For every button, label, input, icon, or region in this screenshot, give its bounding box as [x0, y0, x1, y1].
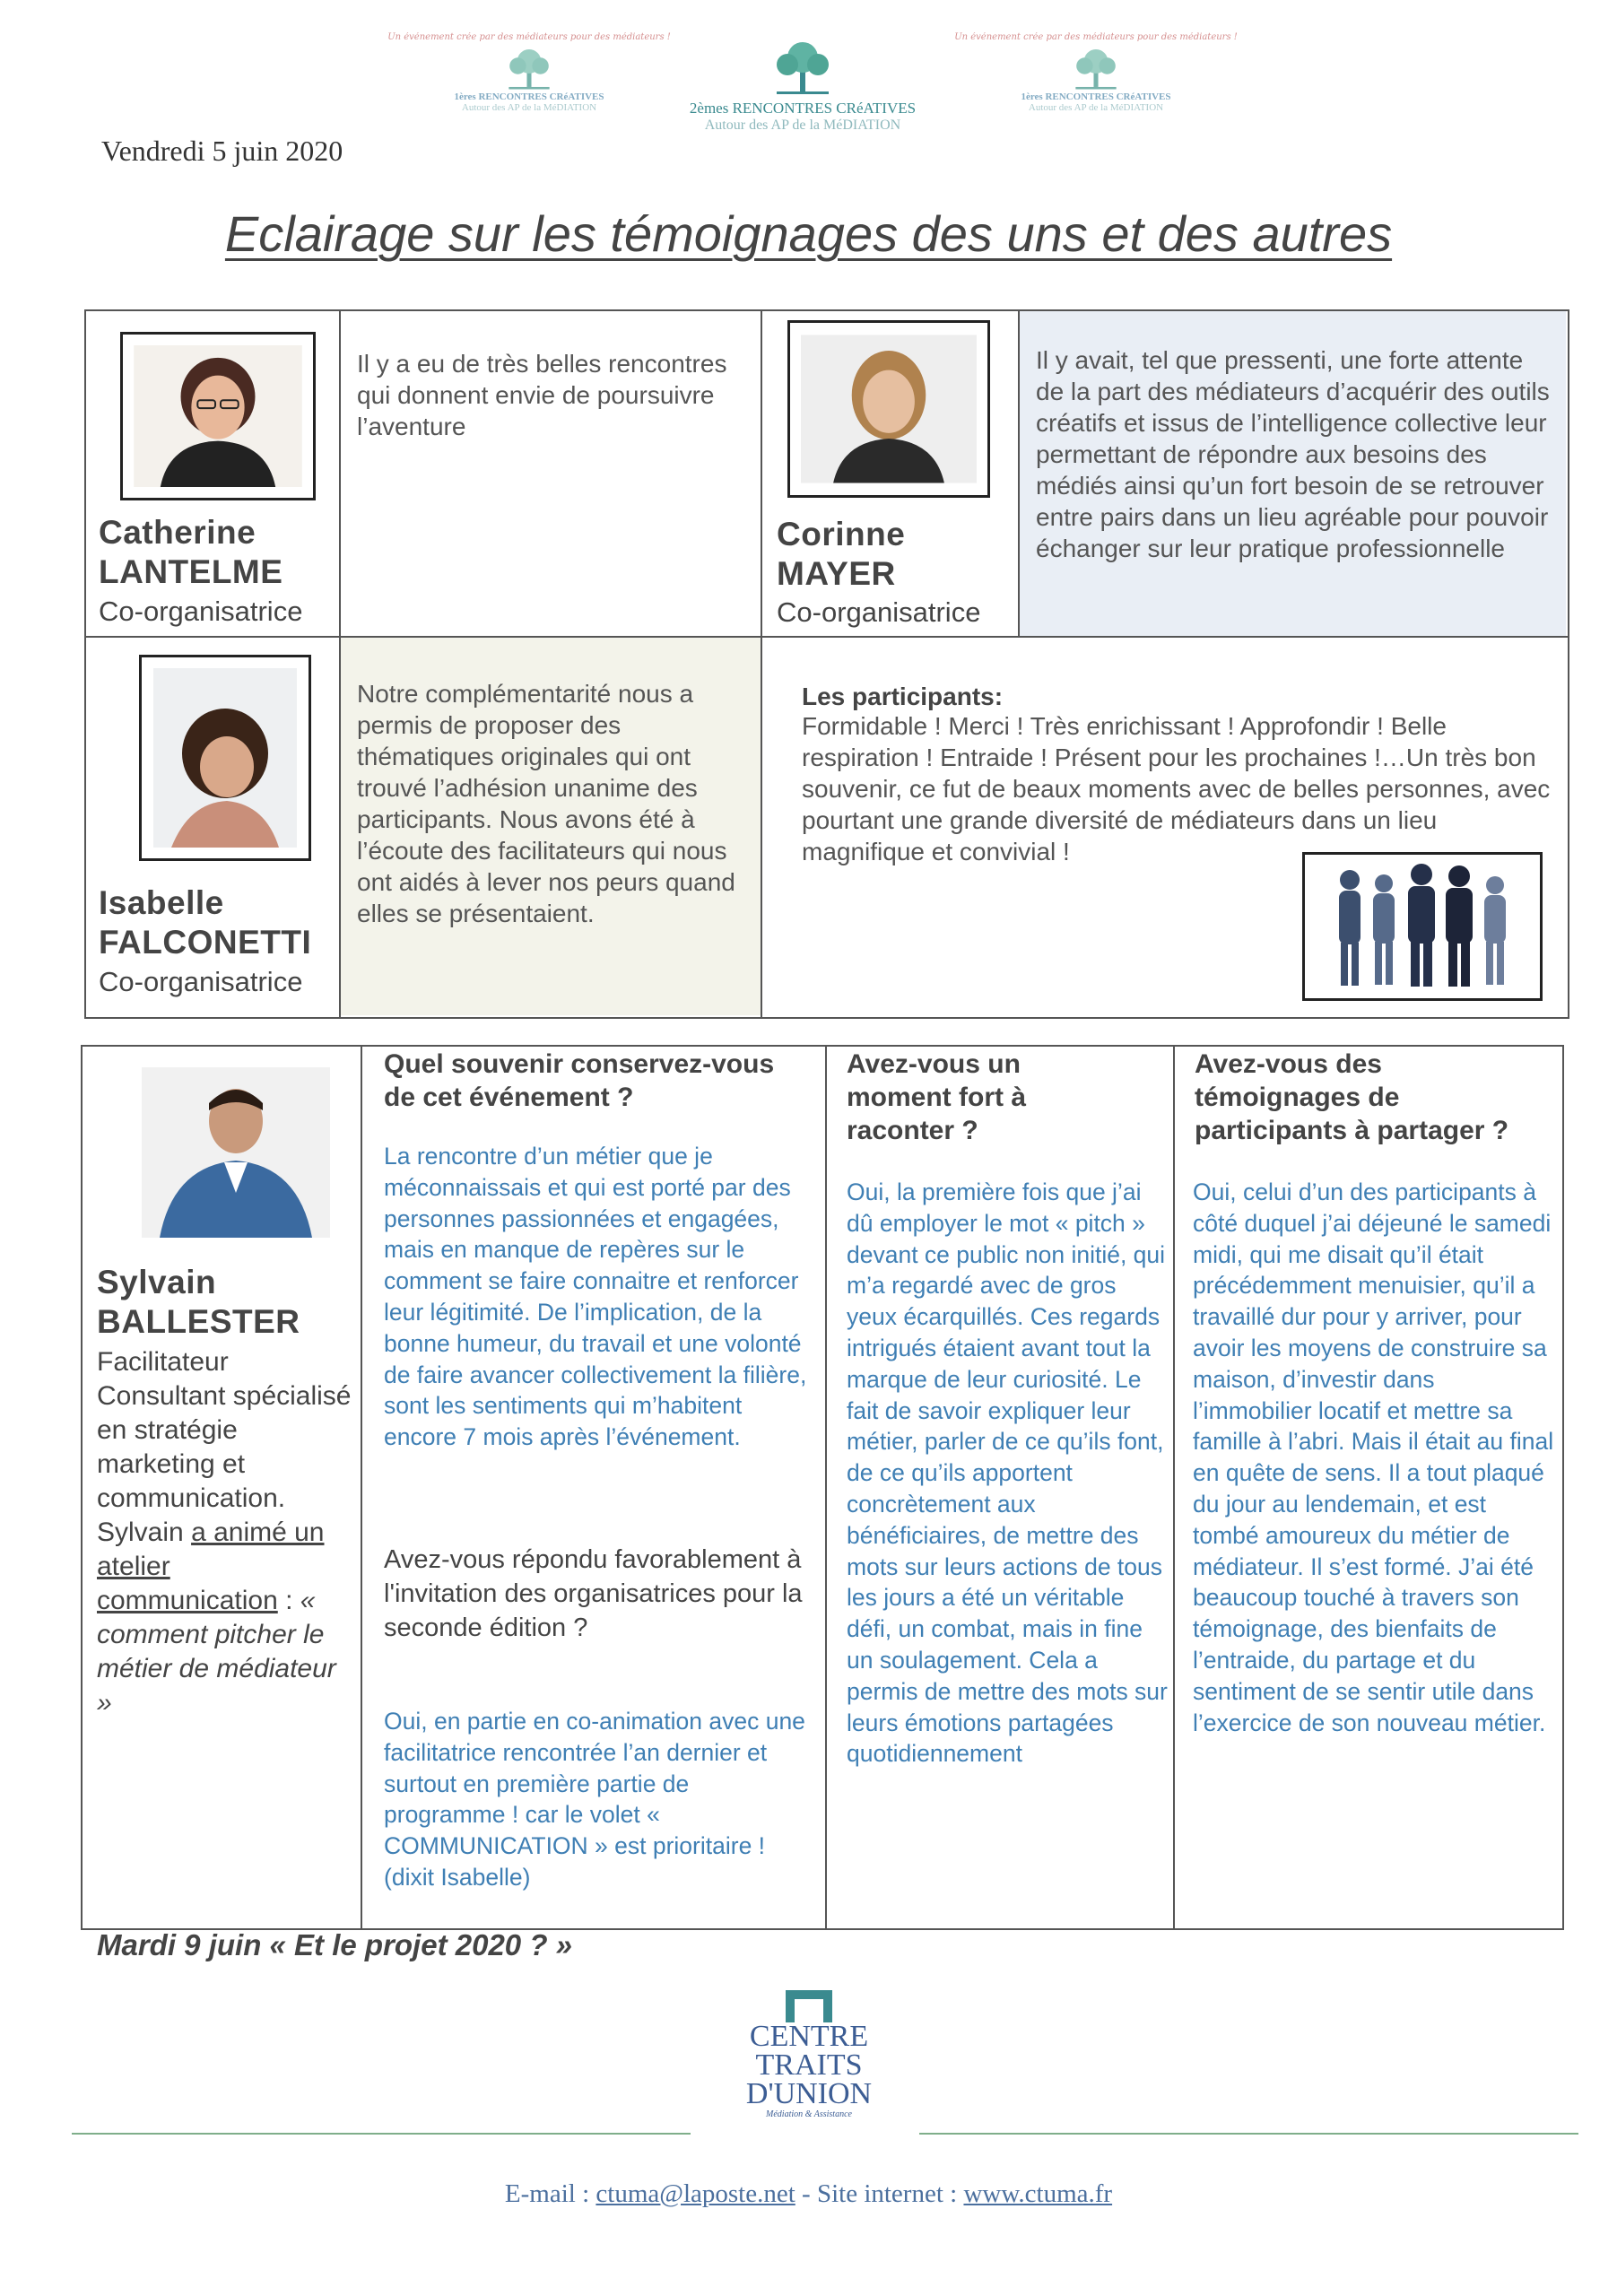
corinne-role: Co-organisatrice — [777, 596, 981, 628]
logo-deuxiemes-rencontres — [659, 36, 946, 134]
isabelle-last-name: FALCONETTI — [99, 924, 312, 961]
tree-icon — [1069, 45, 1123, 91]
corinne-last-name: MAYER — [777, 555, 896, 592]
participants-label: Les participants: — [802, 683, 1004, 710]
email-label: E-mail : — [504, 2179, 596, 2208]
participants-text: Formidable ! Merci ! Très enrichissant ! Approfondir ! Belle respiration ! Entraide ! Présent pour les prochaines !…Un très bon souvenir, ce fut de beaux moments avec de belles personnes, avec pourtant une grande diversité de médiateurs dans un lieu magnifique et convivial ! — [802, 712, 1551, 865]
portrait-image — [152, 668, 298, 848]
logo-subtitle: Médiation & Assistance — [766, 2109, 852, 2119]
answer-invitation: Oui, en partie en co-animation avec une facilitatrice rencontrée l’an dernier et surtout en première partie de programme ! car le volet « COMMUNICATION » est prioritaire ! (dixit Isabelle) — [384, 1708, 805, 1891]
tree-icon — [771, 39, 834, 95]
logo-premieres-rencontres-left — [386, 32, 673, 113]
arch-icon — [782, 1987, 836, 2022]
workshop-link[interactable]: a animé un atelier communication — [97, 1518, 325, 1615]
answer-temoignages: Oui, celui d’un des participants à côté duquel j’ai déjeuné le samedi midi, qui me disait qu’il était précédemment menuisier, qu’il a travaillé dur pour y arriver, pour avoir les moyens de construire sa maison, d’investir dans l’immobilier locatif et mettre sa famille à l’abri. Mais il était au final en quête de sens. Il a tout plaqué du jour au lendemain, et est tombé amoureux du métier de médiateur. Il s’est formé. J’ai été beaucoup touché à travers son témoignage, des bienfaits de l’entraide, du partage et du sentiment de se sentir utile dans l’exercice de son nouveau métier. — [1193, 1178, 1554, 1736]
catherine-photo — [120, 332, 316, 500]
email-link[interactable]: ctuma@laposte.net — [596, 2179, 795, 2208]
footer-divider-left — [72, 2133, 691, 2135]
catherine-quote: Il y a eu de très belles rencontres qui donnent envie de poursuivre l’aventure — [357, 350, 727, 440]
logo-name: 1ères RENCONTRES CRéATIVES — [1021, 91, 1171, 102]
grid-col-divider — [761, 309, 762, 1017]
grid-col-divider — [361, 1045, 362, 1928]
answer-souvenir: La rencontre d’un métier que je méconnaissais et qui est porté par des personnes passionnées et engagées, mais en manque de repères sur le comment se faire connaitre et renforcer leur légitimité. De l’implication, de la bonne humeur, du travail et une volonté de faire avancer collectivement la filière, sont les sentiments qui m’habitent encore 7 mois après l’événement. — [384, 1143, 807, 1451]
sylvain-description — [97, 1345, 357, 1720]
corinne-first-name: Corinne — [777, 516, 906, 552]
catherine-role: Co-organisatrice — [99, 596, 303, 627]
colon: : — [277, 1586, 293, 1615]
logo-sub: Autour des AP de la MéDIATION — [461, 102, 597, 113]
portrait-image — [801, 334, 977, 484]
grid-col-divider — [339, 309, 341, 1017]
next-event-title: Mardi 9 juin « Et le projet 2020 ? » — [97, 1928, 572, 1961]
corinne-photo — [787, 320, 990, 498]
isabelle-photo — [139, 655, 311, 861]
logo-name: 2èmes RENCONTRES CRéATIVES — [689, 100, 917, 117]
portrait-image — [134, 345, 302, 487]
date-label: Vendredi 5 juin 2020 — [101, 135, 343, 167]
logo-tagline: Un événement crée par des médiateurs pour des médiateurs ! — [387, 32, 671, 42]
sylvain-intro: Sylvain — [97, 1518, 184, 1547]
logo-sub: Autour des AP de la MéDIATION — [1028, 102, 1164, 113]
question-invitation: Avez-vous répondu favorablement à l'invitation des organisatrices pour la seconde édition ? — [384, 1545, 803, 1642]
logo-line-2: TRAITS — [755, 2048, 863, 2082]
isabelle-quote: Notre complémentarité nous a permis de proposer des thématiques originales qui ont trouvé l’adhésion unanime des participants. Nous avons été à l’écoute des facilitateurs qui nous ont aidés à lever nos peurs quand elles se présentaient. — [357, 680, 735, 927]
sylvain-desc-text: Facilitateur Consultant spécialisé en stratégie marketing et communication. — [97, 1347, 352, 1513]
portrait-image — [142, 1067, 330, 1238]
catherine-last-name: LANTELME — [99, 553, 283, 590]
isabelle-role: Co-organisatrice — [99, 966, 303, 997]
page-title: Eclairage sur les témoignages des uns et des autres — [224, 205, 1393, 262]
grid-col-divider — [825, 1045, 827, 1928]
logo-line-1: CENTRE — [749, 2020, 869, 2053]
catherine-first-name: Catherine — [99, 514, 256, 551]
logo-premieres-rencontres-right — [952, 32, 1239, 113]
contact-line — [0, 2179, 1617, 2209]
silhouettes-icon — [1305, 855, 1540, 998]
grid-row-divider — [84, 636, 1568, 638]
workshop-title: « comment pitcher le métier de médiateur » — [97, 1586, 336, 1718]
logo-tagline: Un événement crée par des médiateurs pour des médiateurs ! — [954, 32, 1238, 42]
footer-divider-right — [919, 2133, 1578, 2135]
people-silhouettes-image — [1302, 852, 1543, 1001]
tree-icon — [502, 45, 556, 91]
grid-col-divider — [1173, 1045, 1175, 1928]
centre-traits-union-logo — [728, 1987, 890, 2139]
answer-moment-fort: Oui, la première fois que j’ai dû employer le mot « pitch » devant ce public non initié, qui m’a regardé avec de gros yeux écarquillés. Ces regards intrigués étaient avant tout la marque de leur curiosité. Le fait de savoir expliquer leur métier, parler de ce qu’ils font, de ce qu’ils apportent concrètement aux bénéficiaires, de mettre des mots sur leurs actions de tous les jours a été un véritable défi, un combat, mais in fine un soulagement. Cela a permis de mettre des mots sur leurs émotions partagées quotidiennement — [847, 1178, 1168, 1768]
sylvain-first-name: Sylvain — [97, 1264, 217, 1300]
question-souvenir: Quel souvenir conservez-vous de cet événement ? — [384, 1049, 775, 1112]
site-label: - Site internet : — [795, 2179, 964, 2208]
question-temoignages: Avez-vous des témoignages de participants à partager ? — [1195, 1049, 1509, 1145]
isabelle-first-name: Isabelle — [99, 884, 224, 921]
corinne-quote: Il y avait, tel que pressenti, une forte attente de la part des médiateurs d’acquérir des outils créatifs et issus de l’intelligence collective leur permettant de répondre aux besoins des médiés ainsi qu’un fort besoin de se retrouver entre pairs dans un lieu agréable pour pouvoir échanger sur leur pratique professionnelle — [1036, 346, 1550, 562]
grid-col-divider — [1018, 309, 1020, 638]
question-moment-fort: Avez-vous un moment fort à raconter ? — [847, 1049, 1027, 1145]
logo-sub: Autour des AP de la MéDIATION — [704, 117, 901, 133]
sylvain-last-name: BALLESTER — [97, 1303, 300, 1340]
sylvain-photo — [142, 1067, 330, 1238]
logo-line-3: D'UNION — [745, 2077, 873, 2110]
logo-name: 1ères RENCONTRES CRéATIVES — [454, 91, 604, 102]
website-link[interactable]: www.ctuma.fr — [963, 2179, 1113, 2208]
